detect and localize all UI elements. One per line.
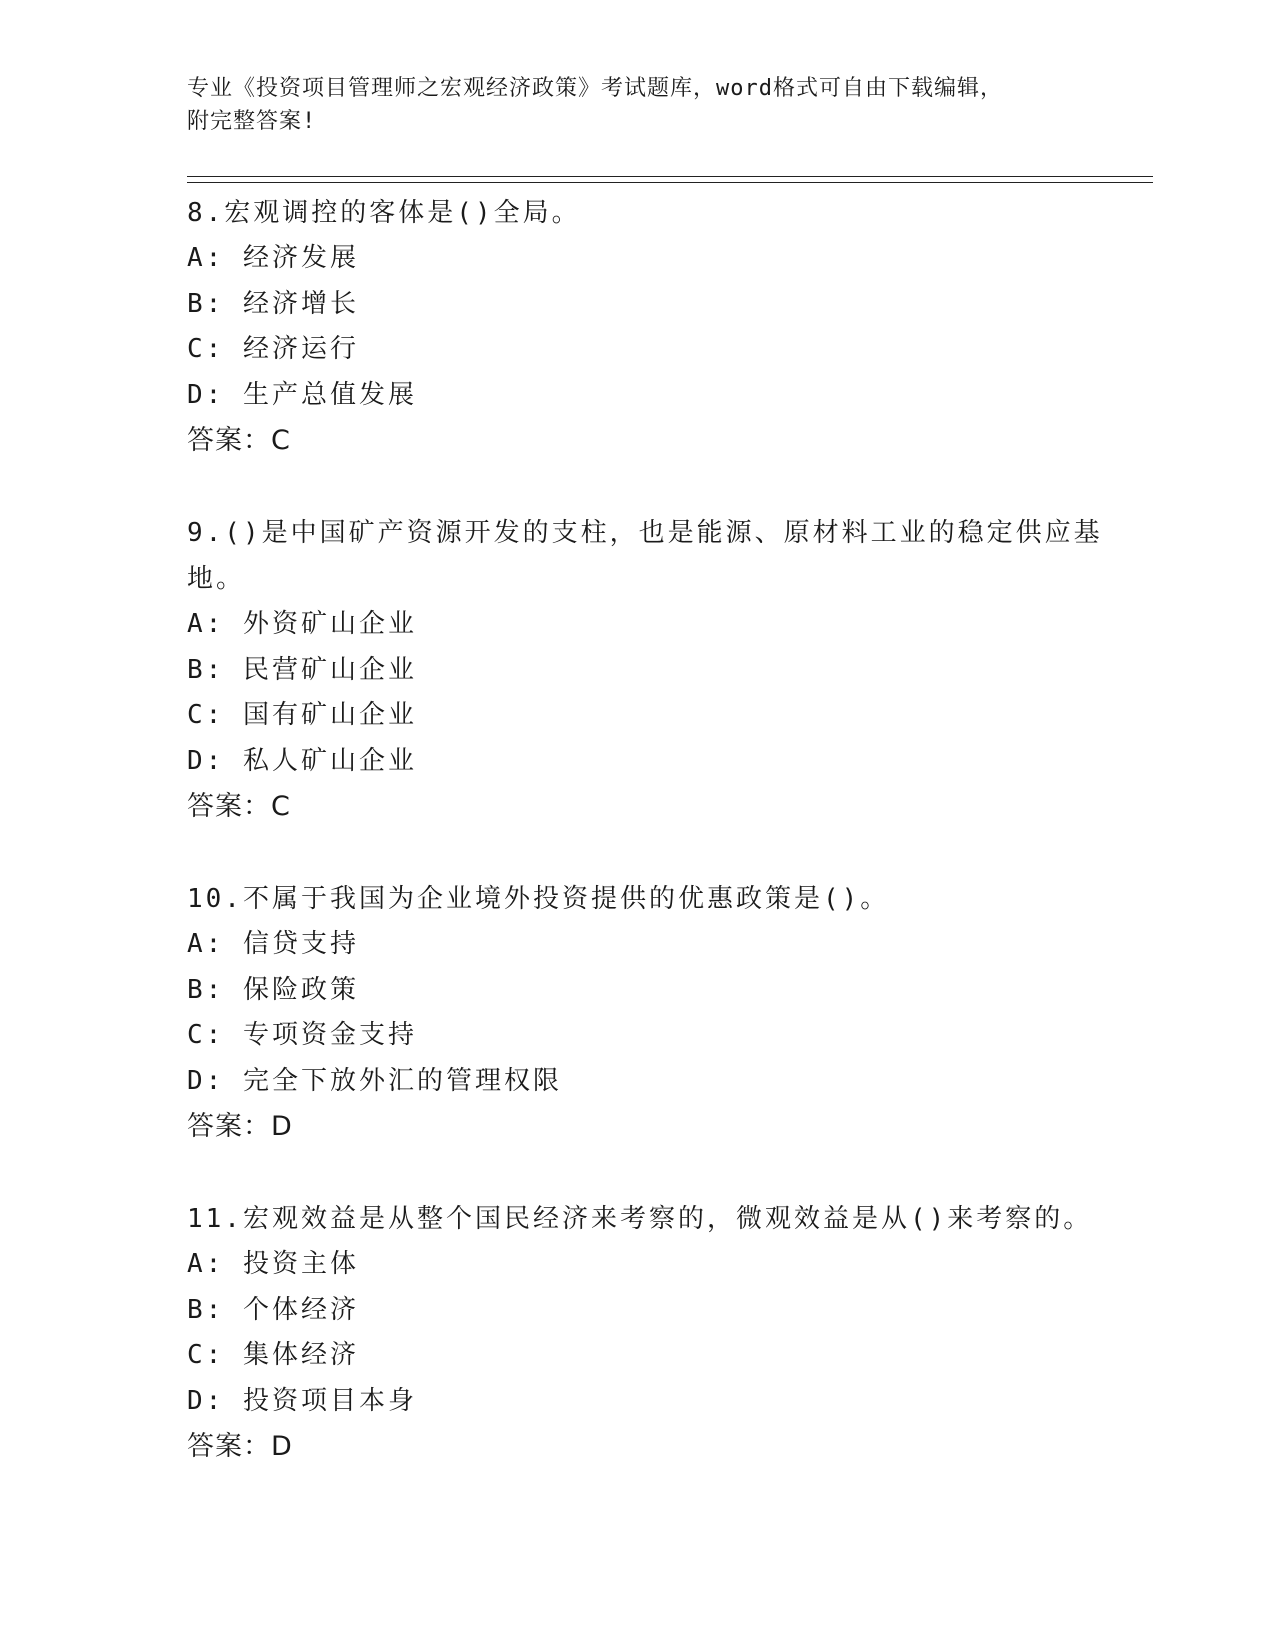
option-a bbox=[187, 922, 1137, 968]
option-text: 保险政策 bbox=[242, 974, 359, 1005]
question-10 bbox=[187, 876, 1137, 1150]
option-a bbox=[187, 236, 1137, 282]
option-a bbox=[187, 602, 1137, 648]
option-letter: D: bbox=[187, 1065, 225, 1096]
document-header bbox=[187, 72, 1107, 138]
option-letter: A: bbox=[187, 609, 225, 639]
option-letter: A: bbox=[187, 929, 225, 959]
answer-line: 答案：D bbox=[187, 1431, 293, 1462]
option-text: 经济运行 bbox=[242, 334, 359, 364]
option-text: 投资项目本身 bbox=[242, 1385, 417, 1416]
option-text: 经济增长 bbox=[242, 288, 359, 319]
header-divider-top bbox=[187, 176, 1153, 177]
question-8 bbox=[187, 190, 1137, 464]
option-text: 民营矿山企业 bbox=[242, 654, 417, 685]
option-text: 私人矿山企业 bbox=[242, 745, 417, 776]
option-letter: C: bbox=[187, 334, 225, 364]
question-11 bbox=[187, 1196, 1137, 1470]
option-letter: D: bbox=[187, 745, 225, 776]
option-d bbox=[187, 1059, 1137, 1105]
option-letter: A: bbox=[187, 243, 225, 273]
option-letter: C: bbox=[187, 1340, 225, 1370]
header-line-2: 附完整答案! bbox=[187, 109, 317, 134]
option-letter: D: bbox=[187, 379, 225, 410]
option-b bbox=[187, 648, 1137, 694]
option-text: 外资矿山企业 bbox=[242, 609, 417, 639]
question-text: 10.不属于我国为企业境外投资提供的优惠政策是()。 bbox=[187, 884, 890, 914]
option-text: 国有矿山企业 bbox=[242, 700, 417, 730]
option-letter: D: bbox=[187, 1385, 225, 1416]
option-letter: C: bbox=[187, 700, 225, 730]
option-d bbox=[187, 1379, 1137, 1425]
option-letter: C: bbox=[187, 1020, 225, 1050]
option-c bbox=[187, 327, 1137, 373]
answer-line: 答案：D bbox=[187, 1111, 293, 1142]
option-letter: B: bbox=[187, 654, 225, 685]
header-line-1: 专业《投资项目管理师之宏观经济政策》考试题库，word格式可自由下载编辑， bbox=[187, 76, 1003, 101]
option-text: 投资主体 bbox=[242, 1249, 359, 1279]
option-d bbox=[187, 373, 1137, 419]
option-text: 生产总值发展 bbox=[242, 379, 417, 410]
option-text: 完全下放外汇的管理权限 bbox=[242, 1065, 562, 1096]
option-b bbox=[187, 968, 1137, 1014]
question-list bbox=[187, 190, 1137, 1516]
option-c bbox=[187, 1333, 1137, 1379]
question-text: 11.宏观效益是从整个国民经济来考察的，微观效益是从()来考察的。 bbox=[187, 1204, 1093, 1234]
option-a bbox=[187, 1242, 1137, 1288]
option-letter: B: bbox=[187, 974, 225, 1005]
header-divider-bottom bbox=[187, 182, 1153, 183]
option-b bbox=[187, 282, 1137, 328]
answer-line: 答案：C bbox=[187, 425, 291, 456]
option-letter: B: bbox=[187, 1294, 225, 1325]
option-letter: B: bbox=[187, 288, 225, 319]
option-text: 专项资金支持 bbox=[242, 1020, 417, 1050]
option-c bbox=[187, 1013, 1137, 1059]
option-text: 经济发展 bbox=[242, 243, 359, 273]
option-text: 集体经济 bbox=[242, 1340, 359, 1370]
option-text: 个体经济 bbox=[242, 1294, 359, 1325]
answer-line: 答案：C bbox=[187, 791, 291, 822]
option-d bbox=[187, 739, 1137, 785]
question-text: 9.()是中国矿产资源开发的支柱，也是能源、原材料工业的稳定供应基地。 bbox=[187, 518, 1103, 594]
question-9 bbox=[187, 510, 1137, 830]
option-c bbox=[187, 693, 1137, 739]
option-text: 信贷支持 bbox=[242, 929, 359, 959]
option-letter: A: bbox=[187, 1249, 225, 1279]
option-b bbox=[187, 1288, 1137, 1334]
question-text: 8.宏观调控的客体是()全局。 bbox=[187, 198, 581, 228]
